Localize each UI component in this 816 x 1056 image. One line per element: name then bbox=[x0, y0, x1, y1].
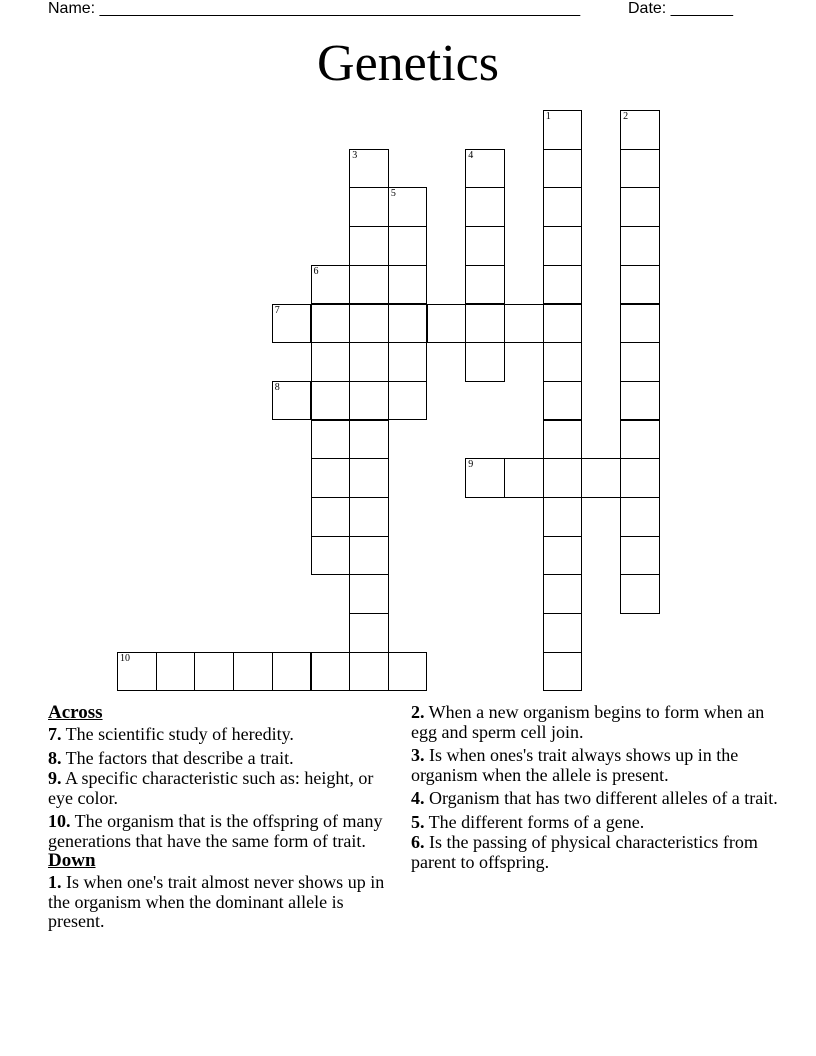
grid-cell[interactable] bbox=[620, 149, 660, 189]
clue-number: 9. bbox=[48, 768, 62, 788]
grid-cell[interactable] bbox=[620, 304, 660, 344]
grid-cell[interactable] bbox=[349, 149, 389, 189]
grid-cell[interactable] bbox=[349, 613, 389, 653]
grid-cell[interactable] bbox=[272, 304, 312, 344]
grid-cell[interactable] bbox=[543, 110, 583, 150]
clue-text: When a new organism begins to form when an egg and sperm cell join. bbox=[411, 702, 765, 742]
clue-text: Is when ones's trait always shows up in the organism when the allele is present. bbox=[411, 745, 739, 785]
clue-across-8 bbox=[48, 749, 398, 769]
cell-number: 5 bbox=[390, 188, 396, 200]
grid-cell[interactable] bbox=[465, 342, 505, 382]
clue-text: The factors that describe a trait. bbox=[61, 747, 294, 768]
clue-number: 1. bbox=[48, 872, 62, 892]
grid-cell[interactable] bbox=[349, 458, 389, 498]
cell-number: 2 bbox=[623, 111, 629, 122]
grid-cell[interactable] bbox=[311, 304, 351, 344]
grid-cell[interactable] bbox=[349, 381, 389, 421]
grid-cell[interactable] bbox=[465, 265, 505, 305]
grid-cell[interactable] bbox=[272, 652, 312, 692]
cell-number: 10 bbox=[120, 652, 130, 664]
grid-cell[interactable] bbox=[465, 226, 505, 266]
grid-cell[interactable] bbox=[194, 652, 234, 692]
grid-cell[interactable] bbox=[311, 420, 351, 460]
clue-text: The organism that is the offspring of many generations that have the same form of trait. bbox=[48, 811, 383, 851]
clue-text: Organism that has two different alleles of a trait. bbox=[424, 788, 778, 808]
clue-number: 8. bbox=[48, 747, 62, 768]
grid-cell[interactable] bbox=[620, 574, 660, 614]
clue-down-6 bbox=[411, 833, 781, 872]
grid-cell[interactable] bbox=[620, 110, 660, 150]
cell-number: 3 bbox=[352, 149, 358, 161]
cell-number: 1 bbox=[545, 111, 551, 122]
grid-cell[interactable] bbox=[620, 265, 660, 305]
grid-cell[interactable] bbox=[543, 149, 583, 189]
clue-number: 6. bbox=[411, 832, 425, 852]
grid-cell[interactable] bbox=[620, 226, 660, 266]
clue-down-4 bbox=[411, 789, 781, 809]
grid-cell[interactable] bbox=[465, 458, 505, 498]
grid-cell[interactable] bbox=[543, 574, 583, 614]
name-line: Name: ______________________________________________________ bbox=[48, 0, 581, 17]
grid-cell[interactable] bbox=[349, 304, 389, 344]
grid-cell[interactable] bbox=[117, 652, 157, 692]
grid-cell[interactable] bbox=[543, 304, 583, 344]
clue-text: Is when one's trait almost never shows up in the organism when the dominant allele is present. bbox=[48, 872, 385, 931]
grid-cell[interactable] bbox=[349, 497, 389, 537]
grid-cell[interactable] bbox=[349, 226, 389, 266]
grid-cell[interactable] bbox=[543, 497, 583, 537]
clue-down-5 bbox=[411, 813, 781, 833]
grid-cell[interactable] bbox=[311, 342, 351, 382]
grid-cell[interactable] bbox=[620, 381, 660, 421]
grid-cell[interactable] bbox=[465, 187, 505, 227]
cell-number: 4 bbox=[468, 149, 474, 161]
grid-cell[interactable] bbox=[581, 458, 621, 498]
grid-cell[interactable] bbox=[349, 652, 389, 692]
grid-cell[interactable] bbox=[388, 304, 428, 344]
cell-number: 8 bbox=[274, 381, 280, 393]
grid-cell[interactable] bbox=[620, 458, 660, 498]
grid-cell[interactable] bbox=[465, 149, 505, 189]
clue-down-3 bbox=[411, 746, 781, 785]
clue-across-7 bbox=[48, 725, 398, 745]
grid-cell[interactable] bbox=[156, 652, 196, 692]
grid-cell[interactable] bbox=[543, 342, 583, 382]
grid-cell[interactable] bbox=[543, 381, 583, 421]
date-line: Date: _______ bbox=[628, 0, 733, 17]
cell-number: 6 bbox=[313, 265, 319, 277]
clue-across-10 bbox=[48, 812, 398, 851]
clue-number: 10. bbox=[48, 811, 71, 831]
grid-cell[interactable] bbox=[388, 652, 428, 692]
clue-text: The different forms of a gene. bbox=[424, 811, 645, 832]
grid-cell[interactable] bbox=[388, 187, 428, 227]
grid-cell[interactable] bbox=[620, 536, 660, 576]
grid-cell[interactable] bbox=[388, 342, 428, 382]
grid-cell[interactable] bbox=[349, 420, 389, 460]
clue-number: 4. bbox=[411, 788, 425, 808]
grid-cell[interactable] bbox=[543, 265, 583, 305]
grid-cell[interactable] bbox=[349, 342, 389, 382]
grid-cell[interactable] bbox=[620, 420, 660, 460]
grid-cell[interactable] bbox=[504, 458, 544, 498]
grid-cell[interactable] bbox=[311, 497, 351, 537]
page-title: Genetics bbox=[317, 35, 499, 92]
grid-cell[interactable] bbox=[311, 652, 351, 692]
grid-cell[interactable] bbox=[543, 536, 583, 576]
grid-cell[interactable] bbox=[388, 381, 428, 421]
grid-cell[interactable] bbox=[388, 265, 428, 305]
grid-cell[interactable] bbox=[349, 187, 389, 227]
grid-cell[interactable] bbox=[543, 226, 583, 266]
grid-cell[interactable] bbox=[543, 613, 583, 653]
clue-text: The scientific study of heredity. bbox=[61, 724, 294, 744]
grid-cell[interactable] bbox=[543, 420, 583, 460]
clue-text: Is the passing of physical characteristics from parent to offspring. bbox=[411, 832, 758, 872]
grid-cell[interactable] bbox=[465, 304, 505, 344]
grid-cell[interactable] bbox=[543, 652, 583, 692]
grid-cell[interactable] bbox=[620, 342, 660, 382]
grid-cell[interactable] bbox=[543, 458, 583, 498]
clue-number: 2. bbox=[411, 702, 425, 722]
across-heading: Across bbox=[48, 702, 103, 723]
clue-number: 3. bbox=[411, 745, 425, 765]
clues-right-column bbox=[411, 703, 781, 876]
clue-text: A specific characteristic such as: height, or eye color. bbox=[48, 768, 374, 808]
grid-cell[interactable] bbox=[311, 536, 351, 576]
grid-cell[interactable] bbox=[311, 381, 351, 421]
grid-cell[interactable] bbox=[504, 304, 544, 344]
clue-down-2 bbox=[411, 703, 781, 742]
grid-cell[interactable] bbox=[543, 187, 583, 227]
clue-number: 7. bbox=[48, 724, 62, 744]
grid-cell[interactable] bbox=[620, 187, 660, 227]
down-heading: Down bbox=[48, 850, 96, 871]
clue-across-9 bbox=[48, 769, 398, 808]
grid-cell[interactable] bbox=[272, 381, 312, 421]
grid-cell[interactable] bbox=[349, 536, 389, 576]
grid-cell[interactable] bbox=[388, 226, 428, 266]
grid-cell[interactable] bbox=[311, 458, 351, 498]
grid-cell[interactable] bbox=[349, 265, 389, 305]
grid-cell[interactable] bbox=[233, 652, 273, 692]
cell-number: 9 bbox=[468, 459, 474, 471]
cell-number: 7 bbox=[274, 304, 280, 316]
grid-cell[interactable] bbox=[349, 574, 389, 614]
grid-cell[interactable] bbox=[311, 265, 351, 305]
clue-number: 5. bbox=[411, 811, 425, 832]
clue-down-1 bbox=[48, 873, 398, 932]
grid-cell[interactable] bbox=[427, 304, 467, 344]
clues-left-column bbox=[48, 703, 398, 936]
grid-cell[interactable] bbox=[620, 497, 660, 537]
